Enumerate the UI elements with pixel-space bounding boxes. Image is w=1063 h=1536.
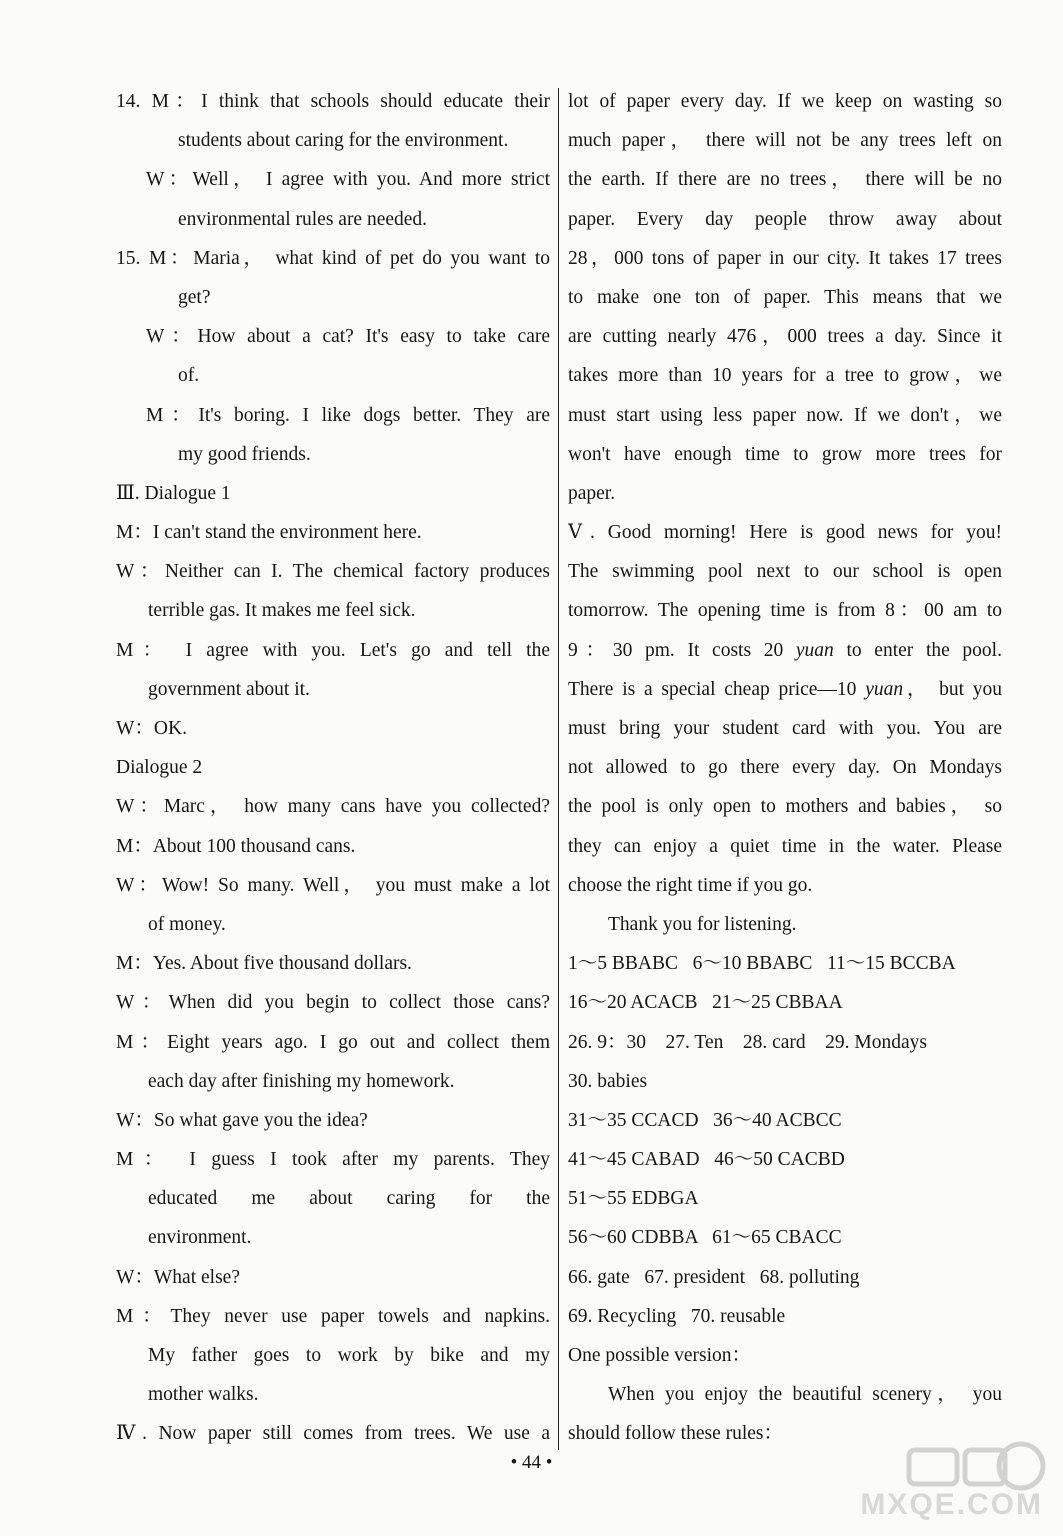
answer-key-line: 69. Recycling 70. reusable (568, 1305, 786, 1327)
text-line: government about it. (148, 678, 310, 700)
answer-key-line: 30. babies (568, 1070, 648, 1092)
watermark-logo (860, 1436, 1049, 1528)
text-line: must start using less paper now. If we don't，we (568, 404, 1002, 426)
answer-key-line: 56～60 CDBBA 61～65 CBACC (568, 1227, 842, 1249)
text-line: W：Marc， how many cans have you collected? (116, 796, 550, 818)
page-number: • 44 • (510, 1452, 553, 1473)
watermark-text: MXQE.COM (860, 1488, 1043, 1521)
section-heading: Ⅲ. Dialogue 1 (116, 482, 231, 504)
text-line: of. (178, 365, 200, 387)
text-line: the pool is only open to mothers and babies， so (568, 796, 1002, 818)
text-line: are cutting nearly 476，000 trees a day. Since it (568, 326, 1002, 348)
text-line: M：They never use paper towels and napkins. (116, 1305, 550, 1327)
text-line: W：Neither can I. The chemical factory produces (116, 561, 550, 583)
text-line: get? (178, 286, 211, 308)
text-line: W：When did you begin to collect those cans? (116, 992, 550, 1014)
text-line: paper. (568, 482, 616, 504)
text-line: M：It's boring. I like dogs better. They are (146, 404, 550, 426)
text-line: they can enjoy a quiet time in the water. Please (568, 835, 1002, 857)
text-line: tomorrow. The opening time is from 8：00 am to (568, 600, 1002, 622)
text-line: There is a special cheap price—10 yuan， but you (568, 678, 1002, 700)
answer-key-line: 31～35 CCACD 36～40 ACBCC (568, 1109, 842, 1131)
text-line: M： I agree with you. Let's go and tell the (116, 639, 550, 661)
text-line: the earth. If there are no trees， there will be no (568, 169, 1002, 191)
text-line: mother walks. (148, 1384, 259, 1406)
text-line: 14. M：I think that schools should educate their (116, 91, 550, 112)
text-line: environmental rules are needed. (178, 208, 428, 230)
section-heading: Ⅴ. Good morning! Here is good news for you! (568, 522, 1002, 544)
column-divider (558, 88, 559, 1450)
text-line: M：About 100 thousand cans. (116, 835, 356, 857)
text-line: environment. (148, 1227, 252, 1249)
text-line: W：What else? (116, 1266, 240, 1288)
text-line: won't have enough time to grow more trees for (568, 443, 1002, 465)
answer-key-line: 26. 9：30 27. Ten 28. card 29. Mondays (568, 1031, 927, 1053)
text-line: W：So what gave you the idea? (116, 1109, 368, 1131)
text-line: lot of paper every day. If we keep on wasting so (568, 91, 1002, 112)
answer-key-line: 66. gate 67. president 68. polluting (568, 1266, 860, 1288)
text-line: W：Wow! So many. Well， you must make a lot (116, 874, 550, 896)
text-line: 15. M：Maria， what kind of pet do you want to (116, 247, 550, 269)
text-line: Thank you for listening. (608, 913, 797, 935)
section-heading: Ⅳ. Now paper still comes from trees. We use a (116, 1423, 550, 1445)
right-column (568, 82, 1002, 1454)
text-line: W：Well， I agree with you. And more strict (146, 169, 550, 191)
text-line: My father goes to work by bike and my (148, 1345, 550, 1366)
text-line: each day after finishing my homework. (148, 1070, 455, 1092)
text-line: should follow these rules： (568, 1423, 784, 1445)
text-line: M：Yes. About five thousand dollars. (116, 953, 412, 975)
text-line: When you enjoy the beautiful scenery， you (608, 1384, 1002, 1406)
text-line: 9：30 pm. It costs 20 yuan to enter the pool. (568, 639, 1002, 661)
text-line: W：OK. (116, 718, 187, 739)
text-line: W：How about a cat? It's easy to take care (146, 326, 550, 348)
text-line: M： I guess I took after my parents. They (116, 1149, 550, 1171)
text-line: terrible gas. It makes me feel sick. (148, 600, 416, 622)
text-line: students about caring for the environment. (178, 130, 509, 152)
left-column (116, 82, 550, 1454)
section-heading: Dialogue 2 (116, 757, 203, 779)
text-line: The swimming pool next to our school is open (568, 561, 1002, 583)
text-line: to make one ton of paper. This means that we (568, 286, 1002, 308)
answer-key-line: 41～45 CABAD 46～50 CACBD (568, 1149, 845, 1171)
answer-key-line: 51～55 EDBGA (568, 1188, 699, 1210)
text-line: takes more than 10 years for a tree to grow，we (568, 365, 1002, 387)
text-line: not allowed to go there every day. On Mondays (568, 757, 1002, 779)
text-line: paper. Every day people throw away about (568, 208, 1002, 230)
text-line: educated me about caring for the (148, 1188, 550, 1210)
answer-key-line: 16～20 ACACB 21～25 CBBAA (568, 992, 843, 1014)
text-line: M：Eight years ago. I go out and collect them (116, 1031, 550, 1053)
text-line: must bring your student card with you. You are (568, 718, 1002, 739)
answer-key-line: 1～5 BBABC 6～10 BBABC 11～15 BCCBA (568, 953, 956, 975)
text-line: 28，000 tons of paper in our city. It takes 17 trees (568, 247, 1002, 269)
text-line: my good friends. (178, 443, 311, 465)
text-line: of money. (148, 913, 226, 935)
text-line: One possible version： (568, 1345, 752, 1366)
text-line: choose the right time if you go. (568, 874, 813, 896)
text-line: M：I can't stand the environment here. (116, 522, 422, 544)
text-line: much paper， there will not be any trees left on (568, 130, 1002, 152)
